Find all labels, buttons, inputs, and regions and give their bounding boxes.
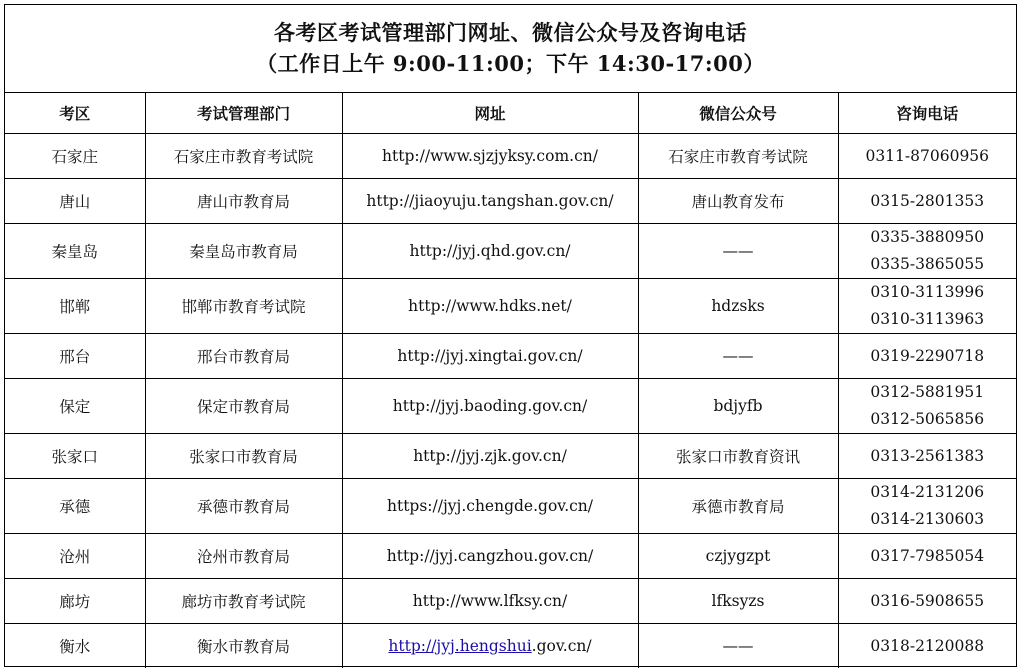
contact-table-document [4, 4, 1017, 667]
area-cell: 保定 [5, 379, 145, 434]
phone-number: 0335-3865055 [870, 255, 985, 273]
table-row [5, 534, 1016, 579]
table-row [5, 624, 1016, 669]
dept-cell: 邢台市教育局 [145, 334, 342, 379]
url-cell: http://www.hdks.net/ [342, 279, 638, 334]
area-cell: 沧州 [5, 534, 145, 579]
phone-number: 0318-2120088 [870, 636, 985, 655]
wechat-cell: 张家口市教育资讯 [638, 434, 838, 479]
table-row [5, 579, 1016, 624]
area-cell: 邢台 [5, 334, 145, 379]
wechat-cell: 石家庄市教育考试院 [638, 134, 838, 179]
phone-number: 0314-2130603 [870, 510, 985, 528]
wechat-cell: hdzsks [638, 279, 838, 334]
dept-cell: 石家庄市教育考试院 [145, 134, 342, 179]
url-cell: http://jyj.qhd.gov.cn/ [342, 224, 638, 279]
document-title: 各考区考试管理部门网址、微信公众号及咨询电话 [274, 20, 747, 45]
hengshui-url-link[interactable]: http://jyj.hengshui [388, 637, 532, 655]
dept-cell: 承德市教育局 [145, 479, 342, 534]
wechat-cell: —— [638, 624, 838, 669]
table-row [5, 379, 1016, 434]
header-url: 网址 [342, 93, 638, 134]
area-cell: 廊坊 [5, 579, 145, 624]
header-dept: 考试管理部门 [145, 93, 342, 134]
phone-cell [838, 534, 1016, 579]
phone-number: 0335-3880950 [870, 228, 985, 246]
wechat-cell: —— [638, 224, 838, 279]
dept-cell: 沧州市教育局 [145, 534, 342, 579]
phone-number: 0317-7985054 [870, 546, 985, 565]
table-row [5, 224, 1016, 279]
header-phone: 咨询电话 [838, 93, 1016, 134]
url-cell: http://jyj.baoding.gov.cn/ [342, 379, 638, 434]
phone-number: 0312-5065856 [870, 410, 985, 428]
table-row [5, 434, 1016, 479]
area-cell: 唐山 [5, 179, 145, 224]
area-cell: 衡水 [5, 624, 145, 669]
area-cell: 张家口 [5, 434, 145, 479]
area-cell: 石家庄 [5, 134, 145, 179]
phone-cell [838, 179, 1016, 224]
wechat-cell: 唐山教育发布 [638, 179, 838, 224]
wechat-cell: —— [638, 334, 838, 379]
phone-number: 0314-2131206 [870, 483, 985, 501]
phone-number: 0313-2561383 [870, 446, 985, 465]
url-cell: http://jyj.xingtai.gov.cn/ [342, 334, 638, 379]
url-cell: http://jyj.cangzhou.gov.cn/ [342, 534, 638, 579]
phone-cell [838, 379, 1016, 434]
phone-cell [838, 624, 1016, 669]
dept-cell: 衡水市教育局 [145, 624, 342, 669]
phone-cell [838, 224, 1016, 279]
url-cell: http://jyj.zjk.gov.cn/ [342, 434, 638, 479]
area-cell: 承德 [5, 479, 145, 534]
working-hours-subtitle: （工作日上午 9:00-11:00；下午 14:30-17:00） [256, 51, 765, 76]
wechat-cell: bdjyfb [638, 379, 838, 434]
header-wechat: 微信公众号 [638, 93, 838, 134]
phone-cell [838, 134, 1016, 179]
dept-cell: 邯郸市教育考试院 [145, 279, 342, 334]
area-cell: 邯郸 [5, 279, 145, 334]
area-cell: 秦皇岛 [5, 224, 145, 279]
phone-number: 0310-3113963 [870, 310, 985, 328]
phone-number: 0319-2290718 [870, 346, 985, 365]
url-cell: http://www.sjzjyksy.com.cn/ [342, 134, 638, 179]
header-area: 考区 [5, 93, 145, 134]
header-row [5, 93, 1016, 134]
phone-cell [838, 334, 1016, 379]
wechat-cell: 承德市教育局 [638, 479, 838, 534]
table-row [5, 334, 1016, 379]
dept-cell: 廊坊市教育考试院 [145, 579, 342, 624]
table-row [5, 479, 1016, 534]
dept-cell: 唐山市教育局 [145, 179, 342, 224]
phone-number: 0311-87060956 [865, 146, 990, 165]
table-row [5, 134, 1016, 179]
phone-number: 0316-5908655 [870, 591, 985, 610]
phone-cell [838, 434, 1016, 479]
dept-cell: 张家口市教育局 [145, 434, 342, 479]
phone-cell [838, 479, 1016, 534]
phone-number: 0315-2801353 [870, 191, 985, 210]
dept-cell: 保定市教育局 [145, 379, 342, 434]
wechat-cell: czjygzpt [638, 534, 838, 579]
dept-cell: 秦皇岛市教育局 [145, 224, 342, 279]
title-block [5, 5, 1016, 93]
phone-number: 0312-5881951 [870, 383, 985, 401]
phone-cell [838, 579, 1016, 624]
table-row [5, 279, 1016, 334]
url-cell: http://jiaoyuju.tangshan.gov.cn/ [342, 179, 638, 224]
phone-cell [838, 279, 1016, 334]
url-suffix: .gov.cn/ [531, 637, 592, 655]
url-cell: https://jyj.chengde.gov.cn/ [342, 479, 638, 534]
wechat-cell: lfksyzs [638, 579, 838, 624]
contact-table [5, 93, 1016, 668]
table-row [5, 179, 1016, 224]
url-cell: http://www.lfksy.cn/ [342, 579, 638, 624]
url-cell [342, 624, 638, 669]
phone-number: 0310-3113996 [870, 283, 985, 301]
